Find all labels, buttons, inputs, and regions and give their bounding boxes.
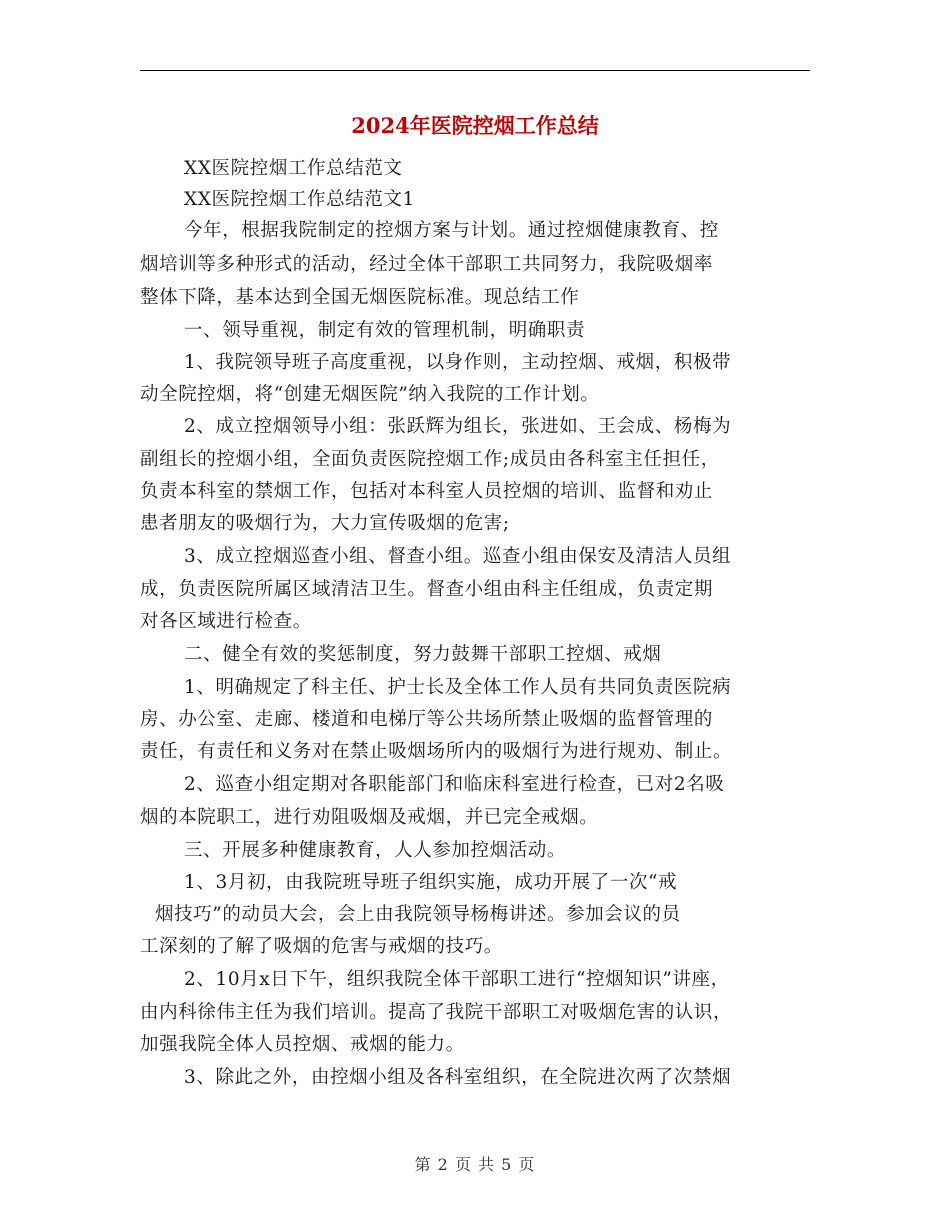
paragraph-line: 1、3月初，由我院班导班子组织实施，成功开展了一次“戒 [184, 872, 678, 893]
paragraph-line: 对各区域进行检查。 [140, 611, 312, 632]
paragraph-line: XX医院控烟工作总结范文 [184, 158, 403, 179]
paragraph-line: 责任，有责任和义务对在禁止吸烟场所内的吸烟行为进行规劝、制止。 [140, 741, 733, 762]
paragraph-line: 整体下降，基本达到全国无烟医院标准。现总结工作 [140, 287, 580, 308]
paragraph-line: 房、办公室、走廊、楼道和电梯厅等公共场所禁止吸烟的监督管理的 [140, 709, 714, 730]
paragraph-line: 由内科徐伟主任为我们培训。提高了我院干部职工对吸烟危害的认识， [140, 1002, 733, 1023]
paragraph-line: 烟培训等多种形式的活动，经过全体干部职工共同努力，我院吸烟率 [140, 254, 714, 275]
paragraph-line: 工深刻的了解了吸烟的危害与戒烟的技巧。 [140, 936, 503, 957]
paragraph-line: 1、明确规定了科主任、护士长及全体工作人员有共同负责医院病 [184, 677, 732, 698]
section-heading: 三、开展多种健康教育，人人参加控烟活动。 [184, 840, 567, 861]
paragraph-line: 2、成立控烟领导小组：张跃辉为组长，张进如、王会成、杨梅为 [184, 416, 732, 437]
paragraph-line: 3、成立控烟巡查小组、督查小组。巡查小组由保安及清洁人员组 [184, 546, 732, 567]
section-heading: 一、领导重视，制定有效的管理机制，明确职责 [184, 320, 586, 341]
paragraph-line: 烟技巧”的动员大会，会上由我院领导杨梅讲述。参加会议的员 [155, 904, 681, 925]
paragraph-line: 今年，根据我院制定的控烟方案与计划。通过控烟健康教育、控 [184, 220, 719, 241]
paragraph-line: 1、我院领导班子高度重视，以身作则，主动控烟、戒烟，积极带 [184, 352, 732, 373]
paragraph-line: 2、巡查小组定期对各职能部门和临床科室进行检查，已对2名吸 [184, 774, 725, 795]
header-rule [140, 70, 810, 71]
paragraph-line: 患者朋友的吸烟行为，大力宣传吸烟的危害; [140, 513, 510, 534]
paragraph-line: 加强我院全体人员控烟、戒烟的能力。 [140, 1034, 465, 1055]
paragraph-line: 负责本科室的禁烟工作，包括对本科室人员控烟的培训、监督和劝止 [140, 481, 714, 502]
paragraph-line: 烟的本院职工，进行劝阻吸烟及戒烟，并已完全戒烟。 [140, 807, 599, 828]
paragraph-line: 副组长的控烟小组，全面负责医院控烟工作;成员由各科室主任担任， [140, 449, 720, 470]
section-heading: 二、健全有效的奖惩制度，努力鼓舞干部职工控烟、戒烟 [184, 644, 662, 665]
paragraph-line: 3、除此之外，由控烟小组及各科室组织，在全院进次两了次禁烟 [184, 1067, 732, 1088]
document-title: 2024年医院控烟工作总结 [351, 113, 599, 138]
page-number-footer: 第 2 页 共 5 页 [414, 1155, 536, 1174]
paragraph-line: 2、10月x日下午，组织我院全体干部职工进行“控烟知识”讲座， [184, 969, 730, 990]
paragraph-line: 动全院控烟，将“创建无烟医院”纳入我院的工作计划。 [140, 384, 600, 405]
paragraph-line: XX医院控烟工作总结范文1 [184, 189, 415, 210]
paragraph-line: 成，负责医院所属区域清洁卫生。督查小组由科主任组成，负责定期 [140, 579, 714, 600]
